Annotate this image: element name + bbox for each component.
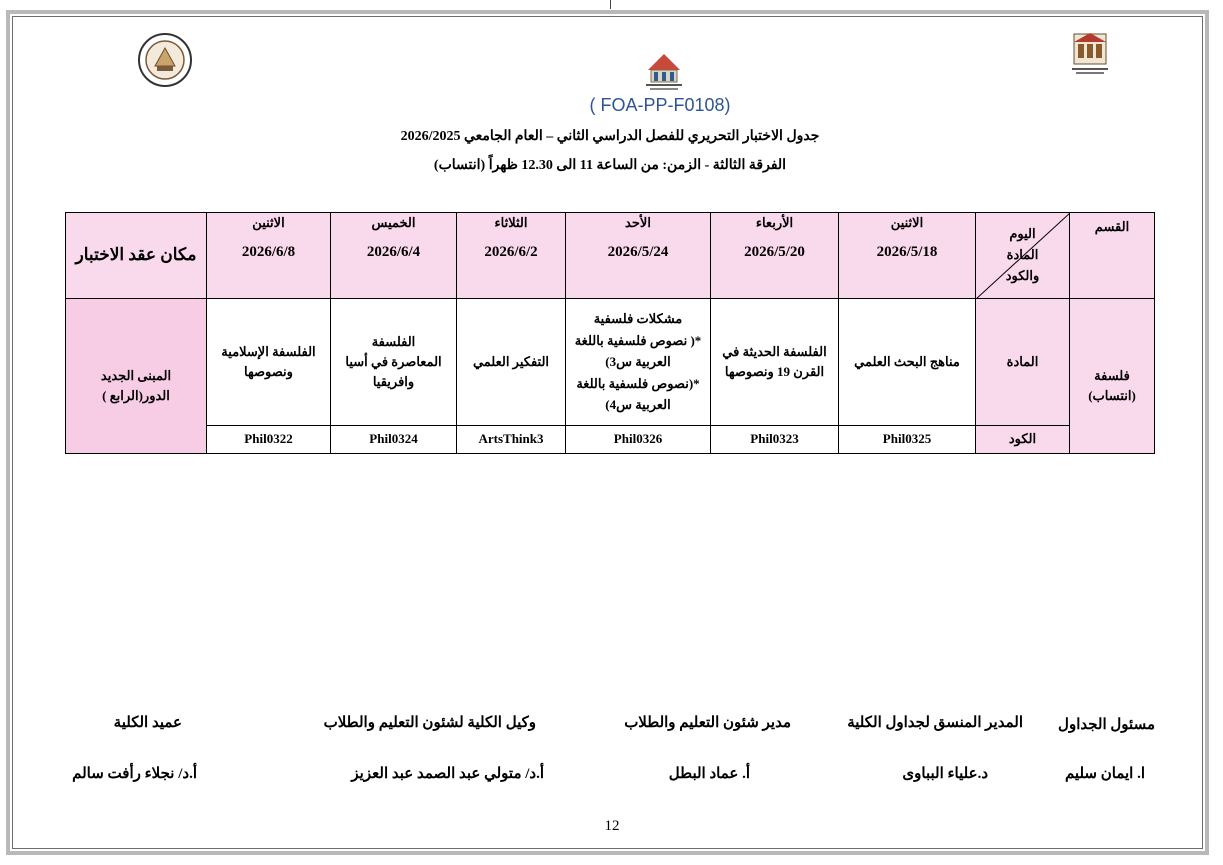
signature-name: أ.د/ متولي عبد الصمد عبد العزيز bbox=[351, 766, 544, 782]
subject-cell bbox=[711, 299, 839, 426]
signature-name: ا. ايمان سليم bbox=[1064, 766, 1145, 782]
day-name: الثلاثاء bbox=[494, 215, 528, 230]
college-logo bbox=[642, 48, 686, 94]
subject-name: الفلسفة الإسلامية ونصوصها bbox=[221, 343, 316, 379]
subject-name: التفكير العلمي bbox=[472, 353, 550, 369]
signature-role: مدير شئون التعليم والطلاب bbox=[624, 715, 791, 731]
course-code: Phil0323 bbox=[750, 431, 799, 447]
subject-cell bbox=[331, 299, 457, 426]
day-header-cell bbox=[331, 213, 457, 299]
subject-cell bbox=[566, 299, 711, 426]
day-header-cell bbox=[839, 213, 976, 299]
course-code-cell bbox=[207, 426, 331, 454]
day-name: الاثنين bbox=[252, 215, 285, 230]
day-header-cell bbox=[457, 213, 566, 299]
subject-row-label: المادة bbox=[1006, 353, 1039, 369]
document-title: جدول الاختبار التحريري للفصل الدراسي الثاني – العام الجامعي 2026/2025 bbox=[400, 129, 820, 144]
code-row-label: الكود bbox=[1008, 431, 1037, 447]
exam-date: 2026/6/8 bbox=[241, 244, 296, 261]
exam-date: 2026/5/18 bbox=[876, 244, 938, 261]
faculty-seal-logo bbox=[137, 32, 193, 88]
department-name: فلسفة (انتساب) bbox=[1088, 367, 1136, 404]
exam-date: 2026/6/2 bbox=[484, 244, 538, 261]
course-code: Phil0326 bbox=[613, 431, 663, 447]
course-code-cell bbox=[839, 426, 976, 454]
signature-role: عميد الكلية bbox=[113, 715, 182, 731]
corner-day-label: اليوم bbox=[1009, 226, 1036, 242]
corner-code-label: والكود bbox=[1005, 267, 1040, 283]
day-header-cell bbox=[566, 213, 711, 299]
exam-schedule-table bbox=[65, 212, 1155, 454]
day-header-cell bbox=[711, 213, 839, 299]
dept-header: القسم bbox=[1094, 219, 1130, 234]
signature-role: المدير المنسق لجداول الكلية bbox=[847, 715, 1023, 731]
corner-subject-label: المادة bbox=[1006, 247, 1039, 263]
subject-name: مناهج البحث العلمي bbox=[854, 353, 960, 369]
exam-place-cell bbox=[66, 299, 207, 454]
row-label-code bbox=[976, 426, 1070, 454]
exam-date: 2026/5/20 bbox=[744, 244, 805, 261]
signature-name: د.علياء البباوى bbox=[902, 766, 988, 782]
university-logo bbox=[1064, 30, 1116, 78]
course-code: Phil0324 bbox=[369, 431, 418, 447]
day-name: الاثنين bbox=[890, 215, 924, 230]
row-label-subject bbox=[976, 299, 1070, 426]
signature-role: وكيل الكلية لشئون التعليم والطلاب bbox=[323, 715, 536, 731]
day-name: الأربعاء bbox=[755, 215, 794, 230]
exam-place: المبنى الجديد الدور(الرابع ) bbox=[100, 367, 172, 404]
dept-header-cell bbox=[1070, 213, 1155, 299]
course-code: Phil0325 bbox=[882, 431, 932, 447]
document-subtitle: الفرقة الثالثة - الزمن: من الساعة 11 الى 12.30 ظهراً (انتساب) bbox=[433, 158, 787, 173]
page-number: 12 bbox=[604, 818, 620, 834]
crop-mark bbox=[610, 0, 611, 9]
course-code-cell bbox=[457, 426, 566, 454]
signature-role: مسئول الجداول bbox=[1058, 717, 1155, 733]
subject-cell bbox=[207, 299, 331, 426]
course-code-cell bbox=[331, 426, 457, 454]
subject-cell bbox=[457, 299, 566, 426]
day-header-cell bbox=[207, 213, 331, 299]
day-name: الأحد bbox=[625, 215, 651, 230]
place-header: مكان عقد الاختبار bbox=[75, 245, 197, 265]
subject-name: الفلسفة المعاصرة في أسيا وافريقيا bbox=[345, 333, 442, 390]
course-code-cell bbox=[566, 426, 711, 454]
subject-name: الفلسفة الحديثة في القرن 19 ونصوصها bbox=[722, 343, 827, 379]
subject-cell bbox=[839, 299, 976, 426]
corner-header-cell bbox=[976, 213, 1070, 299]
course-code: Phil0322 bbox=[244, 431, 293, 447]
day-name: الخميس bbox=[371, 215, 416, 230]
signature-name: أ.د/ نجلاء رأفت سالم bbox=[72, 766, 197, 782]
course-code: ArtsThink3 bbox=[478, 431, 544, 447]
subject-name: مشكلات فلسفية *( نصوص فلسفية باللغة العربية س3) *(نصوص فلسفية باللغة العربية س4) bbox=[574, 311, 702, 413]
exam-date: 2026/5/24 bbox=[607, 244, 669, 261]
department-cell bbox=[1070, 299, 1155, 454]
exam-date: 2026/6/4 bbox=[366, 244, 421, 261]
place-header-cell bbox=[66, 213, 207, 299]
form-code: ( FOA-PP-F0108) bbox=[589, 95, 731, 115]
signature-name: أ. عماد البطل bbox=[668, 766, 750, 782]
course-code-cell bbox=[711, 426, 839, 454]
